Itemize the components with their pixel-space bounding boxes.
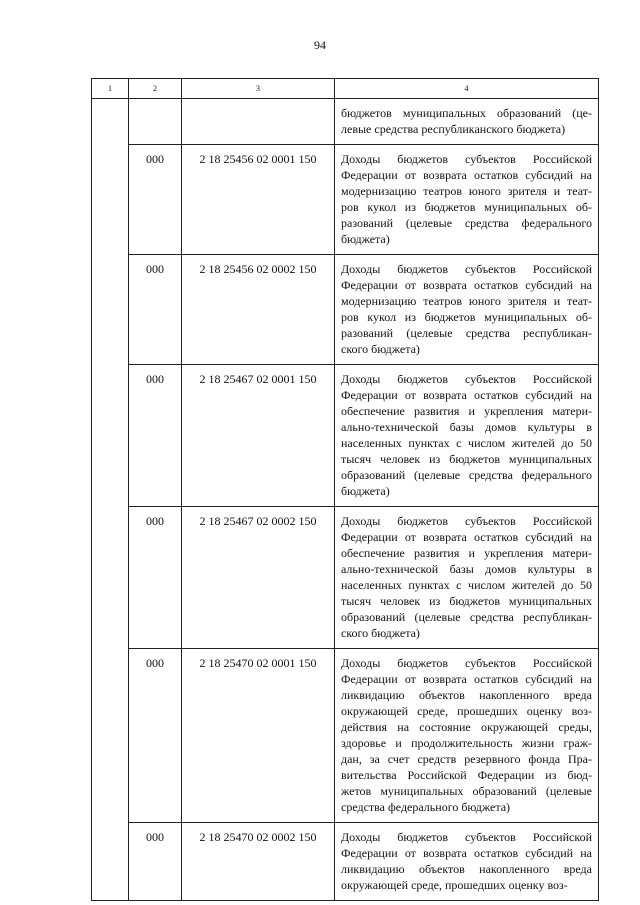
description-line: населенных пунктах с числом жителей до 50 xyxy=(341,436,592,450)
admin-code-cell: 000 xyxy=(129,649,182,823)
description-line: бюджета) xyxy=(341,484,390,498)
admin-code-cell: 000 xyxy=(129,823,182,901)
description-line: Федерации от возврата остатков субсидий на xyxy=(341,168,592,182)
description-line: Федерации от возврата остатков субсидий на xyxy=(341,672,592,686)
description-line: действия на состояние окружающей среды, xyxy=(341,720,592,734)
description-line: ского бюджета) xyxy=(341,626,420,640)
description-line: здоровье и продолжительность жизни граж- xyxy=(341,736,592,750)
table-row xyxy=(92,365,599,507)
revenue-description-cell xyxy=(335,507,599,649)
table-row xyxy=(92,507,599,649)
table-row xyxy=(92,649,599,823)
description-line: ского бюджета) xyxy=(341,342,420,356)
page-number: 94 xyxy=(314,38,326,52)
table-row xyxy=(92,99,599,145)
description-line: ликвидацию объектов накопленного вреда xyxy=(341,862,592,876)
revenue-description-cell xyxy=(335,823,599,901)
admin-code-cell: 000 xyxy=(129,507,182,649)
description-line: ров кукол из бюджетов муниципальных об- xyxy=(341,310,592,324)
description-line: тысяч человек из бюджетов муниципальных xyxy=(341,594,592,608)
description-line: тысяч человек из бюджетов муниципальных xyxy=(341,452,592,466)
description-line: Доходы бюджетов субъектов Российской xyxy=(341,262,592,276)
table-row xyxy=(92,823,599,901)
table-row xyxy=(92,145,599,255)
header-col-1: 1 xyxy=(92,79,129,99)
description-line: ально-технической базы домов культуры в xyxy=(341,420,592,434)
description-line: бюджетов муниципальных образований (це- xyxy=(341,106,592,120)
description-line: обеспечение развития и укрепления матери- xyxy=(341,546,592,560)
description-line: Федерации от возврата остатков субсидий на xyxy=(341,846,592,860)
description-line: разований (целевые средства республикан- xyxy=(341,326,592,340)
budget-classification-code-cell: 2 18 25467 02 0001 150 xyxy=(182,365,335,507)
header-col-2: 2 xyxy=(129,79,182,99)
description-line: Федерации от возврата остатков субсидий на xyxy=(341,278,592,292)
description-line: левые средства республиканского бюджета) xyxy=(341,122,566,136)
budget-table xyxy=(91,78,599,901)
admin-code-cell: 000 xyxy=(129,145,182,255)
description-line: средства федерального бюджета) xyxy=(341,800,511,814)
budget-classification-code-cell: 2 18 25456 02 0001 150 xyxy=(182,145,335,255)
description-line: образований (целевые средства республикан- xyxy=(341,610,592,624)
revenue-description-cell xyxy=(335,145,599,255)
budget-classification-code-cell xyxy=(182,99,335,145)
description-line: Доходы бюджетов субъектов Российской xyxy=(341,656,592,670)
description-line: Доходы бюджетов субъектов Российской xyxy=(341,152,592,166)
col-1-merged-cell xyxy=(92,99,129,901)
description-line: окружающей среде, прошедших оценку воз- xyxy=(341,704,592,718)
description-line: модернизацию театров юного зрителя и теат- xyxy=(341,294,592,308)
revenue-description-cell xyxy=(335,99,599,145)
budget-table-body xyxy=(92,79,599,901)
description-line: населенных пунктах с числом жителей до 50 xyxy=(341,578,592,592)
description-line: модернизацию театров юного зрителя и теат- xyxy=(341,184,592,198)
revenue-description-cell xyxy=(335,255,599,365)
budget-classification-code-cell: 2 18 25470 02 0002 150 xyxy=(182,823,335,901)
admin-code-cell: 000 xyxy=(129,365,182,507)
description-line: вительства Российской Федерации из бюд- xyxy=(341,768,592,782)
description-line: ров кукол из бюджетов муниципальных об- xyxy=(341,200,592,214)
header-col-4: 4 xyxy=(335,79,599,99)
description-line: окружающей среде, прошедших оценку воз- xyxy=(341,878,568,892)
description-line: разований (целевые средства федерального xyxy=(341,216,592,230)
description-line: дан, за счет средств резервного фонда Пра- xyxy=(341,752,592,766)
description-line: жетов муниципальных образований (целевые xyxy=(341,784,592,798)
description-line: Доходы бюджетов субъектов Российской xyxy=(341,372,592,386)
description-line: образований (целевые средства федерального xyxy=(341,468,592,482)
description-line: Доходы бюджетов субъектов Российской xyxy=(341,514,592,528)
admin-code-cell: 000 xyxy=(129,255,182,365)
table-header-row xyxy=(92,79,599,99)
description-line: Доходы бюджетов субъектов Российской xyxy=(341,830,592,844)
description-line: ально-технической базы домов культуры в xyxy=(341,562,592,576)
description-line: ликвидацию объектов накопленного вреда xyxy=(341,688,592,702)
admin-code-cell xyxy=(129,99,182,145)
budget-classification-code-cell: 2 18 25467 02 0002 150 xyxy=(182,507,335,649)
budget-classification-code-cell: 2 18 25456 02 0002 150 xyxy=(182,255,335,365)
description-line: обеспечение развития и укрепления матери- xyxy=(341,404,592,418)
table-row xyxy=(92,255,599,365)
revenue-description-cell xyxy=(335,365,599,507)
header-col-3: 3 xyxy=(182,79,335,99)
description-line: Федерации от возврата остатков субсидий на xyxy=(341,388,592,402)
description-line: Федерации от возврата остатков субсидий на xyxy=(341,530,592,544)
description-line: бюджета) xyxy=(341,232,390,246)
revenue-description-cell xyxy=(335,649,599,823)
budget-classification-code-cell: 2 18 25470 02 0001 150 xyxy=(182,649,335,823)
